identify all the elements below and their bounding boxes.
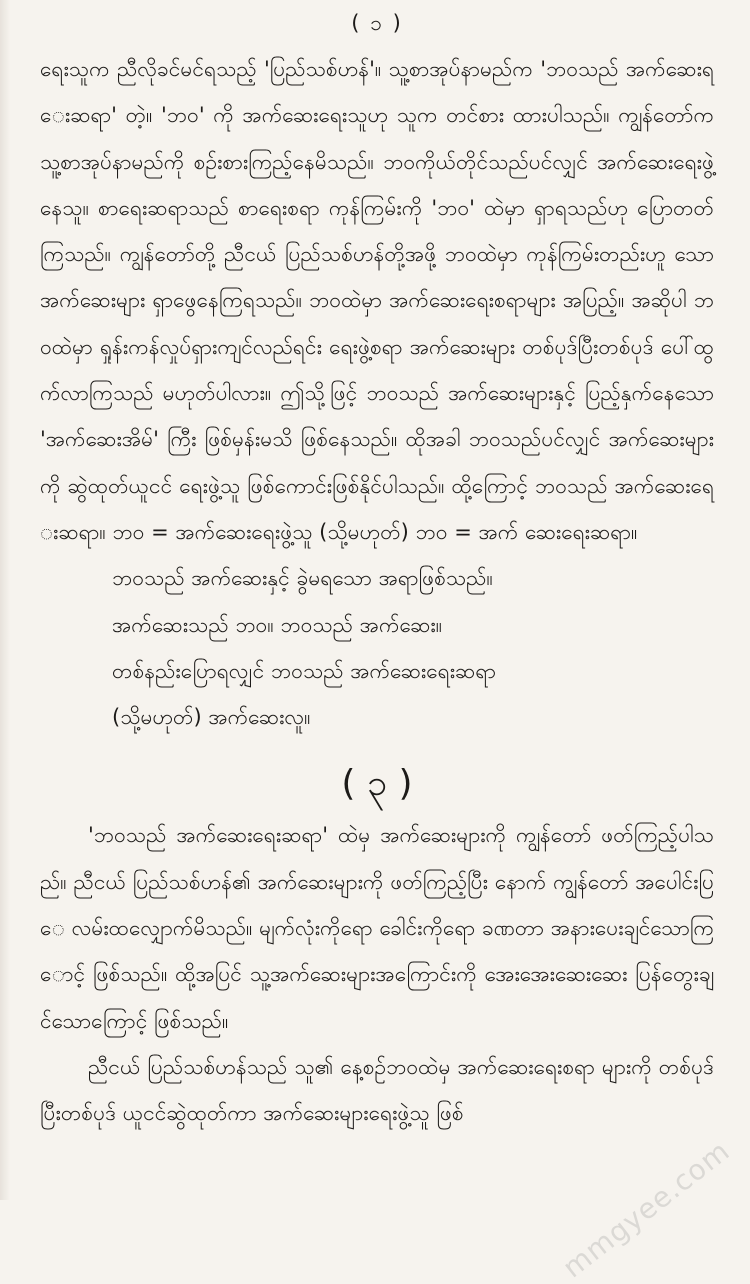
- body-paragraph-2: 'ဘဝသည် အက်ဆေးရေးဆရာ' ထဲမှ အက်ဆေးများကို ကျွန်တော် ဖတ်ကြည့်ပါသည်။ ညီငယ် ပြည်သစ်ဟန်၏ အက်ဆေးများကို ဖတ်ကြည့်ပြီး နောက် ကျွန်တော် အပေါင်းပြေ လမ်းထလျှောက်မိသည်။ မျက်လုံးကိုရော ခေါင်းကိုရော ခဏတာ အနားပေးချင်သောကြောင့် ဖြစ်သည်။ ထို့အပြင် သူ့အက်ဆေးများအကြောင်းကို အေးအေးဆေးဆေး ပြန်တွေးချင်သောကြောင့် ဖြစ်သည်။: [40, 823, 714, 1033]
- page-number: ( ၁ ): [351, 11, 403, 35]
- quote-line-2: အက်ဆေးသည် ဘဝ။ ဘဝသည် အက်ဆေး။: [112, 612, 443, 637]
- watermark-text: mmgyee.com: [556, 1133, 736, 1284]
- quote-line-3: တစ်နည်းပြောရလျှင် ဘဝသည် အက်ဆေးရေးဆရာ: [112, 658, 497, 683]
- page-edge-shadow: [0, 0, 10, 1200]
- body-paragraph-3: ညီငယ် ပြည်သစ်ဟန်သည် သူ၏ နေ့စဉ်ဘဝထဲမှ အက်ဆေးရေးစရာ များကို တစ်ပုဒ်ပြီးတစ်ပုဒ် ယူငင်ဆွဲထုတ်ကာ အက်ဆေးများရေးဖွဲ့သူ ဖြစ်: [40, 1054, 714, 1126]
- quote-line-1: ဘဝသည် အက်ဆေးနှင့် ခွဲမရသော အရာဖြစ်သည်။: [112, 566, 493, 591]
- body-paragraph-1: ရေးသူက ညီလိုခင်မင်ရသည့် 'ပြည်သစ်ဟန်'။ သူ့စာအုပ်နာမည်က 'ဘဝသည် အက်ဆေးရေးဆရာ' တဲ့။ 'ဘဝ' ကို အက်ဆေးရေးသူဟု သူက တင်စား ထားပါသည်။ ကျွန်တော်က သူ့စာအုပ်နာမည်ကို စဉ်းစားကြည့်နေမိသည်။ ဘဝကိုယ်တိုင်သည်ပင်လျှင် အက်ဆေးရေးဖွဲ့နေသူ။ စာရေးဆရာသည် စာရေးစရာ ကုန်ကြမ်းကို 'ဘဝ' ထဲမှာ ရှာရသည်ဟု ပြောတတ်ကြသည်။ ကျွန်တော်တို့ ညီငယ် ပြည်သစ်ဟန်တို့အဖို့ ဘဝထဲမှာ ကုန်ကြမ်းတည်းဟူ သော အက်ဆေးများ ရှာဖွေနေကြရသည်။ ဘဝထဲမှာ အက်ဆေးရေးစရာများ အပြည့်။ အဆိုပါ ဘဝထဲမှာ ရှုန်းကန်လှုပ်ရှားကျင်လည်ရင်း ရေးဖွဲ့စရာ အက်ဆေးများ တစ်ပုဒ်ပြီးတစ်ပုဒ် ပေါ်ထွက်လာကြသည် မဟုတ်ပါလား။ ဤသို့ဖြင့် ဘဝသည် အက်ဆေးများနှင့် ပြည့်နှက်နေသော 'အက်ဆေးအိမ်' ကြီး ဖြစ်မှန်းမသိ ဖြစ်နေသည်။ ထိုအခါ ဘဝသည်ပင်လျှင် အက်ဆေးများကို ဆွဲထုတ်ယူငင် ရေးဖွဲ့သူ ဖြစ်ကောင်းဖြစ်နိုင်ပါသည်။ ထို့ကြောင့် ဘဝသည် အက်ဆေးရေးဆရာ။ ဘဝ = အက်ဆေးရေးဖွဲ့သူ (သို့မဟုတ်) ဘဝ = အက် ဆေးရေးဆရာ။: [40, 57, 714, 544]
- quote-block: [40, 555, 714, 740]
- quote-line-4: (သို့မဟုတ်) အက်ဆေးလူ။: [112, 705, 311, 730]
- section-heading: ( ၃ ): [341, 763, 413, 805]
